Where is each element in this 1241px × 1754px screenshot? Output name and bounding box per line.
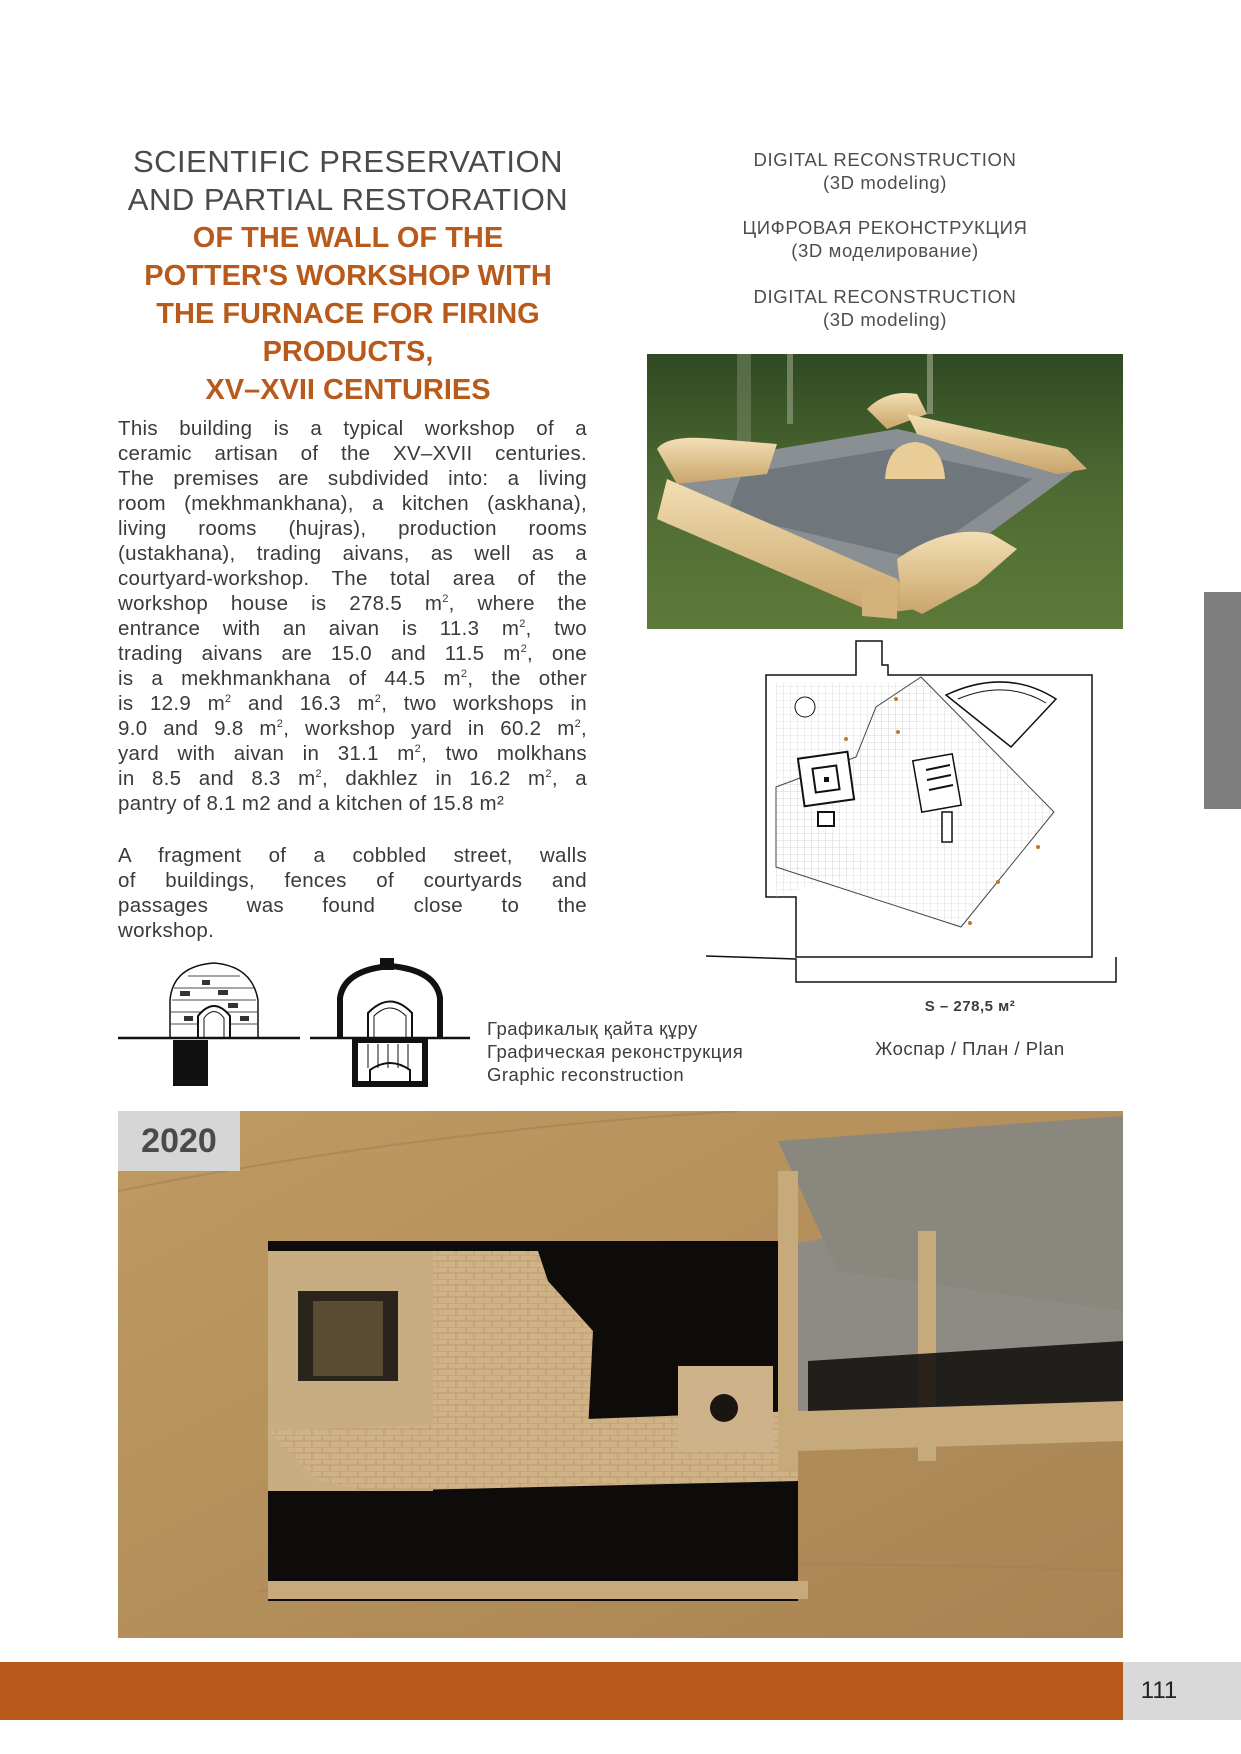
title-line-1: SCIENTIFIC PRESERVATION xyxy=(132,144,564,179)
footer-accent-bar xyxy=(0,1662,1123,1720)
body-line: in 8.5 and 8.3 $m^2$, dakhlez in 16.2 $m^2$, a xyxy=(118,767,587,790)
title-line-2: AND PARTIAL RESTORATION xyxy=(127,182,569,217)
body-line-last: workshop. xyxy=(118,919,215,942)
body-line: (ustakhana), trading aivans, as well as a xyxy=(118,542,587,565)
body-line: workshop house is 278.5 $m^2$, where the xyxy=(118,592,587,615)
body-line: room (mekhmankhana), a kitchen (askhana), xyxy=(118,492,587,515)
body-line: A fragment of a cobbled street, walls xyxy=(118,844,587,867)
caption-line: (3D modeling) xyxy=(823,309,947,330)
caption-line: ЦИФРОВАЯ РЕКОНСТРУКЦИЯ xyxy=(742,217,1028,238)
body-paragraph-2 xyxy=(118,843,587,943)
caption-line: DIGITAL RECONSTRUCTION xyxy=(753,286,1017,307)
body-line: yard with aivan in 31.1 $m^2$, two molkhans xyxy=(118,742,587,765)
title-orange-line: THE FURNACE FOR FIRING xyxy=(156,298,540,330)
body-line: entrance with an aivan is 11.3 $m^2$, two xyxy=(118,617,587,640)
plan-caption: Жоспар / План / Plan xyxy=(875,1038,1065,1059)
body-line: The premises are subdivided into: a living xyxy=(118,467,587,490)
body-paragraph-1 xyxy=(118,416,587,816)
title-orange-line: OF THE WALL OF THE xyxy=(192,222,504,254)
body-line: is 12.9 $m^2$ and 16.3 $m^2$, two workshops in xyxy=(118,692,587,715)
caption-digital-en-1 xyxy=(720,148,1050,194)
caption-line: (3D моделирование) xyxy=(791,240,979,261)
floor-plan xyxy=(706,637,1126,993)
body-line: passages was found close to the xyxy=(118,894,587,917)
title-orange xyxy=(118,219,578,409)
body-line: is a mekhmankhana of 44.5 $m^2$, the other xyxy=(118,667,587,690)
caption-digital-ru xyxy=(720,216,1050,262)
plan-area: S – 278,5 м² xyxy=(924,998,1016,1015)
title-orange-line: POTTER'S WORKSHOP WITH xyxy=(144,260,552,292)
caption-line: (3D modeling) xyxy=(823,172,947,193)
graphic-reconstruction-caption xyxy=(487,1017,807,1086)
graphic-caption-kz: Графикалық қайта құру xyxy=(487,1018,698,1039)
title-orange-line: XV–XVII CENTURIES xyxy=(205,374,491,406)
caption-digital-en-2 xyxy=(720,285,1050,331)
caption-line: DIGITAL RECONSTRUCTION xyxy=(753,149,1017,170)
side-tab xyxy=(1204,592,1241,809)
body-line: living rooms (hujras), production rooms xyxy=(118,517,587,540)
page-number: 111 xyxy=(1140,1677,1178,1704)
graphic-caption-en: Graphic reconstruction xyxy=(487,1064,685,1085)
graphic-caption-ru: Графическая реконструкция xyxy=(487,1041,744,1062)
year-badge: 2020 xyxy=(118,1111,240,1171)
body-line: This building is a typical workshop of a xyxy=(118,417,587,440)
body-line: courtyard-workshop. The total area of the xyxy=(118,567,587,590)
body-line: ceramic artisan of the XV–XVII centuries. xyxy=(118,442,587,465)
title-gray xyxy=(118,143,578,219)
body-line: of buildings, fences of courtyards and xyxy=(118,869,587,892)
body-line: trading aivans are 15.0 and 11.5 $m^2$, one xyxy=(118,642,587,665)
title-orange-line: PRODUCTS, xyxy=(262,336,434,368)
body-line-last: pantry of 8.1 m2 and a kitchen of 15.8 m² xyxy=(118,792,505,815)
aerial-excavation-photo xyxy=(118,1111,1123,1638)
furnace-section-drawing xyxy=(310,958,470,1088)
reconstruction-3d-photo xyxy=(647,354,1123,629)
body-line: 9.0 and 9.8 $m^2$, workshop yard in 60.2 $m^2$, xyxy=(118,717,587,740)
furnace-elevation-drawing xyxy=(118,958,300,1088)
